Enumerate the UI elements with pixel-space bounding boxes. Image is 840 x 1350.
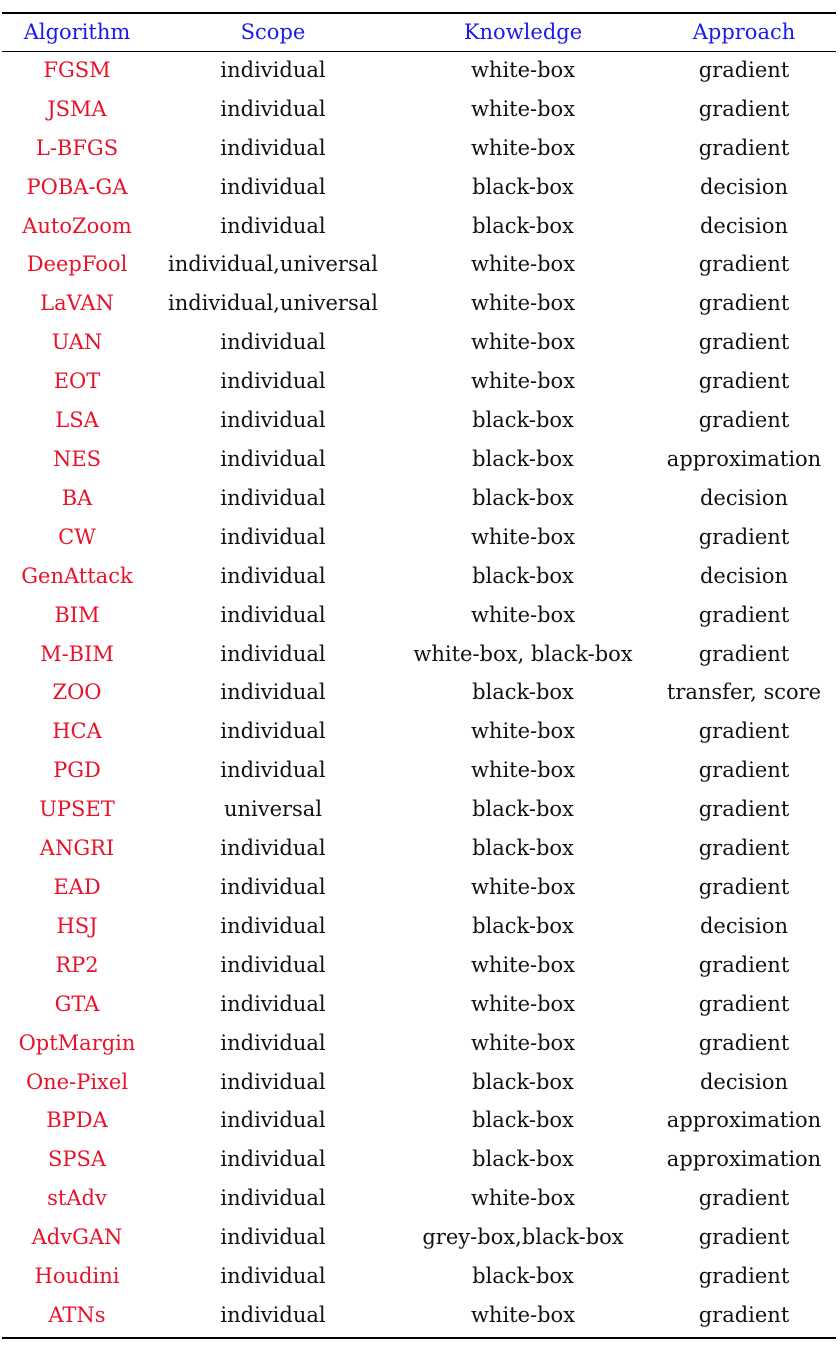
table-row bbox=[2, 985, 836, 1024]
table-row bbox=[2, 557, 836, 596]
knowledge-cell: black-box bbox=[472, 1264, 574, 1289]
table-row bbox=[2, 51, 836, 90]
table-row bbox=[2, 518, 836, 557]
algorithm-cell: AdvGAN bbox=[31, 1225, 123, 1250]
table-row bbox=[2, 596, 836, 635]
knowledge-cell: white-box bbox=[470, 874, 576, 899]
header-scope: Scope bbox=[240, 20, 306, 44]
algorithm-cell: ZOO bbox=[52, 680, 102, 705]
algorithm-cell: ANGRI bbox=[39, 836, 115, 861]
table-row bbox=[2, 1063, 836, 1102]
scope-cell: individual bbox=[220, 1302, 326, 1327]
approach-cell: approximation bbox=[666, 447, 822, 472]
approach-cell: gradient bbox=[698, 1030, 790, 1055]
knowledge-cell: white-box bbox=[470, 57, 576, 82]
algorithm-cell: stAdv bbox=[47, 1186, 107, 1211]
knowledge-cell: white-box bbox=[470, 1302, 576, 1327]
algorithm-cell: HCA bbox=[52, 719, 102, 744]
approach-cell: gradient bbox=[698, 1225, 790, 1250]
approach-cell: decision bbox=[699, 913, 788, 938]
table-row bbox=[2, 1024, 836, 1063]
table-row bbox=[2, 1296, 836, 1335]
algorithm-table bbox=[2, 14, 836, 1335]
knowledge-cell: black-box bbox=[472, 913, 574, 938]
table-row bbox=[2, 246, 836, 285]
approach-cell: gradient bbox=[698, 330, 790, 355]
algorithm-cell: BPDA bbox=[46, 1108, 108, 1133]
approach-cell: decision bbox=[699, 174, 788, 199]
table-row bbox=[2, 946, 836, 985]
table-row bbox=[2, 207, 836, 246]
approach-cell: decision bbox=[699, 563, 788, 588]
knowledge-cell: white-box bbox=[470, 719, 576, 744]
algorithm-cell: DeepFool bbox=[26, 252, 128, 277]
knowledge-cell: black-box bbox=[472, 1147, 574, 1172]
knowledge-cell: black-box bbox=[472, 485, 574, 510]
scope-cell: individual bbox=[220, 874, 326, 899]
scope-cell: individual bbox=[220, 330, 326, 355]
algorithm-cell: GTA bbox=[54, 991, 100, 1016]
table-row bbox=[2, 440, 836, 479]
table-row bbox=[2, 1101, 836, 1140]
algorithm-cell: LaVAN bbox=[40, 291, 114, 316]
scope-cell: individual bbox=[220, 524, 326, 549]
table-row bbox=[2, 1257, 836, 1296]
approach-cell: gradient bbox=[698, 96, 790, 121]
approach-cell: gradient bbox=[698, 758, 790, 783]
table-row bbox=[2, 1179, 836, 1218]
scope-cell: individual,universal bbox=[168, 252, 378, 277]
algorithm-cell: HSJ bbox=[56, 913, 98, 938]
table-row bbox=[2, 674, 836, 713]
scope-cell: individual bbox=[220, 836, 326, 861]
approach-cell: gradient bbox=[698, 836, 790, 861]
knowledge-cell: black-box bbox=[472, 1108, 574, 1133]
algorithm-cell: PGD bbox=[53, 758, 101, 783]
header-algorithm: Algorithm bbox=[23, 20, 131, 44]
approach-cell: gradient bbox=[698, 641, 790, 666]
scope-cell: individual bbox=[220, 913, 326, 938]
knowledge-cell: black-box bbox=[472, 408, 574, 433]
table-row bbox=[2, 868, 836, 907]
scope-cell: individual bbox=[220, 991, 326, 1016]
algorithm-cell: NES bbox=[52, 447, 102, 472]
scope-cell: individual bbox=[220, 408, 326, 433]
scope-cell: individual bbox=[220, 96, 326, 121]
scope-cell: individual bbox=[220, 1225, 326, 1250]
knowledge-cell: white-box bbox=[470, 369, 576, 394]
table-row bbox=[2, 168, 836, 207]
algorithm-cell: L-BFGS bbox=[35, 135, 119, 160]
knowledge-cell: black-box bbox=[472, 174, 574, 199]
algorithm-cell: LSA bbox=[55, 408, 99, 433]
approach-cell: gradient bbox=[698, 408, 790, 433]
approach-cell: approximation bbox=[666, 1108, 822, 1133]
knowledge-cell: grey-box,black-box bbox=[422, 1225, 624, 1250]
scope-cell: individual bbox=[220, 1147, 326, 1172]
algorithm-cell: FGSM bbox=[43, 57, 111, 82]
table-row bbox=[2, 829, 836, 868]
approach-cell: decision bbox=[699, 213, 788, 238]
algorithm-cell: ATNs bbox=[48, 1302, 106, 1327]
approach-cell: gradient bbox=[698, 874, 790, 899]
table-row bbox=[2, 90, 836, 129]
approach-cell: gradient bbox=[698, 524, 790, 549]
knowledge-cell: white-box bbox=[470, 330, 576, 355]
scope-cell: individual bbox=[220, 57, 326, 82]
algorithm-cell: EAD bbox=[53, 874, 101, 899]
knowledge-cell: white-box bbox=[470, 758, 576, 783]
scope-cell: individual bbox=[220, 1264, 326, 1289]
algorithm-cell: AutoZoom bbox=[22, 213, 132, 238]
scope-cell: individual,universal bbox=[168, 291, 378, 316]
knowledge-cell: white-box bbox=[470, 602, 576, 627]
approach-cell: gradient bbox=[698, 719, 790, 744]
scope-cell: individual bbox=[220, 213, 326, 238]
knowledge-cell: white-box bbox=[470, 1030, 576, 1055]
knowledge-cell: black-box bbox=[472, 836, 574, 861]
approach-cell: gradient bbox=[698, 369, 790, 394]
approach-cell: transfer, score bbox=[666, 680, 822, 705]
scope-cell: individual bbox=[220, 602, 326, 627]
approach-cell: gradient bbox=[698, 991, 790, 1016]
scope-cell: individual bbox=[220, 952, 326, 977]
table-row bbox=[2, 323, 836, 362]
approach-cell: gradient bbox=[698, 291, 790, 316]
table-body bbox=[2, 51, 836, 1335]
knowledge-cell: white-box bbox=[470, 991, 576, 1016]
table-bottom-rule bbox=[2, 1337, 836, 1339]
approach-cell: gradient bbox=[698, 1264, 790, 1289]
knowledge-cell: white-box bbox=[470, 524, 576, 549]
approach-cell: gradient bbox=[698, 57, 790, 82]
scope-cell: individual bbox=[220, 1030, 326, 1055]
approach-cell: gradient bbox=[698, 1186, 790, 1211]
table-row bbox=[2, 479, 836, 518]
table-row bbox=[2, 401, 836, 440]
knowledge-cell: white-box bbox=[470, 252, 576, 277]
approach-cell: approximation bbox=[666, 1147, 822, 1172]
algorithm-cell: UAN bbox=[51, 330, 103, 355]
scope-cell: individual bbox=[220, 641, 326, 666]
approach-cell: gradient bbox=[698, 1302, 790, 1327]
table-row bbox=[2, 1140, 836, 1179]
table-row bbox=[2, 712, 836, 751]
knowledge-cell: white-box, black-box bbox=[413, 641, 633, 666]
knowledge-cell: black-box bbox=[472, 797, 574, 822]
knowledge-cell: black-box bbox=[472, 680, 574, 705]
algorithm-cell: OptMargin bbox=[18, 1030, 136, 1055]
scope-cell: individual bbox=[220, 1186, 326, 1211]
algorithm-cell: One-Pixel bbox=[25, 1069, 129, 1094]
algorithm-cell: M-BIM bbox=[40, 641, 114, 666]
algorithm-cell: GenAttack bbox=[21, 563, 133, 588]
knowledge-cell: white-box bbox=[470, 135, 576, 160]
scope-cell: individual bbox=[220, 485, 326, 510]
table-row bbox=[2, 751, 836, 790]
algorithm-cell: Houdini bbox=[34, 1264, 120, 1289]
algorithm-cell: BIM bbox=[54, 602, 100, 627]
approach-cell: gradient bbox=[698, 252, 790, 277]
scope-cell: individual bbox=[220, 174, 326, 199]
algorithm-cell: SPSA bbox=[47, 1147, 107, 1172]
approach-cell: gradient bbox=[698, 602, 790, 627]
approach-cell: gradient bbox=[698, 797, 790, 822]
table-header bbox=[2, 14, 836, 51]
table-row bbox=[2, 790, 836, 829]
knowledge-cell: black-box bbox=[472, 1069, 574, 1094]
knowledge-cell: black-box bbox=[472, 563, 574, 588]
scope-cell: individual bbox=[220, 719, 326, 744]
scope-cell: individual bbox=[220, 135, 326, 160]
algorithm-cell: EOT bbox=[53, 369, 101, 394]
approach-cell: gradient bbox=[698, 135, 790, 160]
approach-cell: gradient bbox=[698, 952, 790, 977]
header-approach: Approach bbox=[692, 20, 796, 44]
knowledge-cell: black-box bbox=[472, 447, 574, 472]
table-row bbox=[2, 1218, 836, 1257]
approach-cell: decision bbox=[699, 1069, 788, 1094]
table-row bbox=[2, 129, 836, 168]
knowledge-cell: white-box bbox=[470, 952, 576, 977]
scope-cell: individual bbox=[220, 680, 326, 705]
table-row bbox=[2, 907, 836, 946]
knowledge-cell: white-box bbox=[470, 1186, 576, 1211]
scope-cell: individual bbox=[220, 1069, 326, 1094]
scope-cell: individual bbox=[220, 563, 326, 588]
header-knowledge: Knowledge bbox=[463, 20, 583, 44]
algorithm-cell: BA bbox=[61, 485, 93, 510]
algorithm-cell: RP2 bbox=[55, 952, 99, 977]
knowledge-cell: white-box bbox=[470, 96, 576, 121]
algorithm-cell: UPSET bbox=[39, 797, 115, 822]
header-row bbox=[2, 14, 836, 51]
knowledge-cell: black-box bbox=[472, 213, 574, 238]
scope-cell: universal bbox=[223, 797, 323, 822]
table-row bbox=[2, 362, 836, 401]
table-row bbox=[2, 284, 836, 323]
approach-cell: decision bbox=[699, 485, 788, 510]
scope-cell: individual bbox=[220, 369, 326, 394]
scope-cell: individual bbox=[220, 1108, 326, 1133]
algorithm-cell: CW bbox=[58, 524, 96, 549]
table-row bbox=[2, 635, 836, 674]
scope-cell: individual bbox=[220, 758, 326, 783]
algorithm-cell: JSMA bbox=[47, 96, 107, 121]
scope-cell: individual bbox=[220, 447, 326, 472]
knowledge-cell: white-box bbox=[470, 291, 576, 316]
algorithm-cell: POBA-GA bbox=[26, 174, 128, 199]
